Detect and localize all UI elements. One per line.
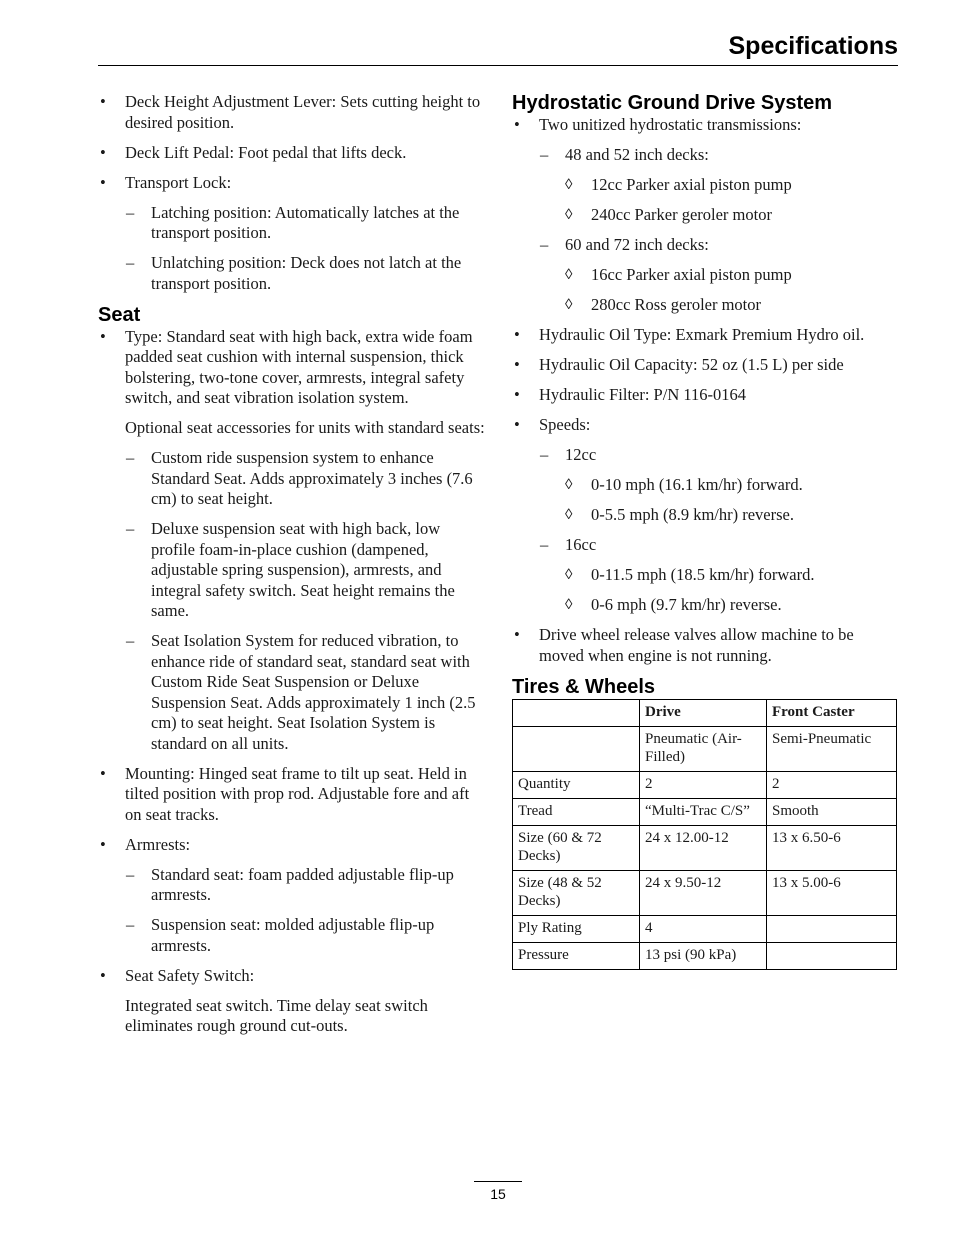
list-item: [98, 835, 488, 856]
tires-table-body: [513, 726, 897, 969]
list-item: [512, 565, 900, 586]
bullet-marker: •: [514, 625, 520, 644]
table-header-cell: Front Caster: [767, 699, 897, 726]
table-cell: Size (48 & 52 Decks): [513, 870, 640, 915]
table-cell: [767, 942, 897, 969]
list-item: [512, 355, 900, 376]
dash-marker: –: [540, 235, 549, 254]
table-cell: “Multi-Trac C/S”: [640, 798, 767, 825]
list-item-text: 12cc: [565, 445, 597, 464]
list-item: [98, 996, 488, 1037]
table-cell: 13 psi (90 kPa): [640, 942, 767, 969]
table-cell: 13 x 5.00-6: [767, 870, 897, 915]
dash-marker: –: [126, 202, 135, 222]
list-item-text: Deluxe suspension seat with high back, low profile foam-in-place cushion (dampened, adjustable spring suspension), armrests, and integral safety switch. Seat height remains the same.: [151, 519, 455, 620]
list-item-text: 0-5.5 mph (8.9 km/hr) reverse.: [591, 505, 794, 524]
list-item: [98, 203, 488, 244]
hydrostatic-heading: Hydrostatic Ground Drive System: [512, 92, 833, 114]
list-item-text: Armrests:: [125, 834, 191, 854]
bullet-marker: •: [514, 325, 520, 344]
list-item-text: Standard seat: foam padded adjustable flip-up armrests.: [151, 864, 454, 904]
table-cell: Pneumatic (Air-Filled): [640, 726, 767, 771]
footer-divider: [474, 1181, 522, 1182]
list-item: [512, 625, 900, 666]
list-item-text: Hydraulic Filter: P/N 116-0164: [539, 385, 746, 404]
list-item: [512, 265, 900, 286]
diamond-marker: ◊: [565, 267, 573, 283]
list-item: [98, 253, 488, 294]
diamond-marker: ◊: [565, 297, 573, 313]
list-item-text: Hydraulic Oil Capacity: 52 oz (1.5 L) per side: [539, 355, 844, 374]
hydrostatic-list: [512, 115, 900, 666]
table-row: [513, 942, 897, 969]
page-title: Specifications: [728, 32, 898, 60]
table-cell: 13 x 6.50-6: [767, 825, 897, 870]
bullet-marker: •: [100, 172, 106, 192]
dash-marker: –: [126, 631, 135, 650]
table-cell: [513, 726, 640, 771]
list-item-text: Deck Height Adjustment Lever: Sets cutting height to desired position.: [125, 92, 481, 132]
table-cell: 2: [767, 771, 897, 798]
list-item: [98, 966, 488, 987]
dash-marker: –: [126, 519, 135, 538]
table-cell: Smooth: [767, 798, 897, 825]
list-item: [512, 595, 900, 616]
dash-marker: –: [540, 445, 549, 464]
right-column: [512, 92, 900, 970]
bullet-marker: •: [100, 142, 106, 162]
list-item-text: Custom ride suspension system to enhance Standard Seat. Adds approximately 3 inches (7.6 cm) to seat height.: [151, 448, 473, 508]
table-header-cell: Drive: [640, 699, 767, 726]
dash-marker: –: [540, 535, 549, 554]
list-item-text: Seat Safety Switch:: [125, 965, 255, 985]
list-item-text: Optional seat accessories for units with standard seats:: [125, 418, 485, 437]
list-item: [512, 235, 900, 256]
list-item: [98, 448, 488, 510]
diamond-marker: ◊: [565, 477, 573, 493]
list-item-text: 240cc Parker geroler motor: [591, 205, 772, 224]
list-item-text: 60 and 72 inch decks:: [565, 235, 709, 254]
list-item-text: 0-10 mph (16.1 km/hr) forward.: [591, 475, 803, 494]
list-item-text: Speeds:: [539, 415, 591, 434]
dash-marker: –: [126, 448, 135, 467]
bullet-marker: •: [100, 834, 106, 854]
table-row: [513, 825, 897, 870]
seat-list: [98, 327, 488, 1037]
list-item-text: Latching position: Automatically latches at the transport position.: [151, 202, 460, 242]
list-item: [98, 418, 488, 439]
list-item-text: Transport Lock:: [125, 172, 232, 192]
bullet-marker: •: [514, 355, 520, 374]
tires-table: [512, 699, 897, 970]
list-item-text: Unlatching position: Deck does not latch at the transport position.: [151, 253, 462, 293]
list-item: [512, 205, 900, 226]
diamond-marker: ◊: [565, 507, 573, 523]
tires-heading: Tires & Wheels: [512, 675, 656, 698]
list-item-text: 16cc Parker axial piston pump: [591, 265, 792, 284]
bullet-marker: •: [514, 385, 520, 404]
diamond-marker: ◊: [565, 597, 573, 613]
list-item-text: 0-11.5 mph (18.5 km/hr) forward.: [591, 565, 815, 584]
list-item: [98, 327, 488, 409]
list-item: [512, 535, 900, 556]
table-header-cell: [513, 699, 640, 726]
list-item: [98, 92, 488, 133]
bullet-marker: •: [100, 763, 106, 783]
header-divider: [98, 65, 898, 66]
list-item: [512, 295, 900, 316]
table-header-row: [513, 699, 897, 726]
bullet-marker: •: [514, 415, 520, 434]
list-item-text: 16cc: [565, 535, 597, 554]
list-item: [98, 519, 488, 622]
list-item: [512, 145, 900, 166]
table-row: [513, 798, 897, 825]
deck-list: [98, 92, 488, 294]
list-item-text: 12cc Parker axial piston pump: [591, 175, 792, 194]
list-item: [98, 173, 488, 194]
table-row: [513, 771, 897, 798]
diamond-marker: ◊: [565, 177, 573, 193]
left-column: [98, 92, 488, 1046]
dash-marker: –: [126, 864, 135, 884]
dash-marker: –: [126, 915, 135, 934]
table-cell: Semi-Pneumatic: [767, 726, 897, 771]
list-item-text: Suspension seat: molded adjustable flip-up armrests.: [151, 915, 435, 955]
table-cell: 24 x 12.00-12: [640, 825, 767, 870]
diamond-marker: ◊: [565, 567, 573, 583]
diamond-marker: ◊: [565, 207, 573, 223]
bullet-marker: •: [100, 965, 106, 985]
table-row: [513, 726, 897, 771]
list-item-text: 280cc Ross geroler motor: [591, 295, 762, 314]
list-item-text: 48 and 52 inch decks:: [565, 145, 709, 164]
list-item: [98, 915, 488, 956]
page-number: 15: [490, 1186, 506, 1202]
list-item-text: Hydraulic Oil Type: Exmark Premium Hydro oil.: [539, 325, 865, 344]
list-item: [512, 475, 900, 496]
table-cell: 4: [640, 915, 767, 942]
table-cell: [767, 915, 897, 942]
list-item: [98, 143, 488, 164]
table-row: [513, 870, 897, 915]
bullet-marker: •: [100, 326, 106, 346]
table-cell: Quantity: [513, 771, 640, 798]
table-cell: 2: [640, 771, 767, 798]
list-item: [512, 445, 900, 466]
list-item-text: Type: Standard seat with high back, extra wide foam padded seat cushion with internal suspension, thick bolstering, two-tone cover, armrests, integral safety switch, and seat vibration isolation system.: [125, 326, 473, 407]
list-item-text: Seat Isolation System for reduced vibration, to enhance ride of standard seat, standard seat with Custom Ride Seat Suspension or Deluxe Suspension Seat. Adds approximately 1 inch (2.5 cm) to seat height. Seat Isolation System is standard on all units.: [151, 631, 476, 753]
table-row: [513, 915, 897, 942]
list-item: [98, 764, 488, 826]
table-cell: Size (60 & 72 Decks): [513, 825, 640, 870]
list-item: [98, 865, 488, 906]
list-item: [512, 415, 900, 436]
table-cell: Ply Rating: [513, 915, 640, 942]
list-item-text: Mounting: Hinged seat frame to tilt up seat. Held in tilted position with prop rod. Adjustable fore and aft on seat tracks.: [125, 763, 470, 824]
dash-marker: –: [126, 253, 135, 272]
list-item-text: Two unitized hydrostatic transmissions:: [539, 115, 802, 134]
bullet-marker: •: [100, 92, 106, 111]
list-item: [512, 385, 900, 406]
table-cell: 24 x 9.50-12: [640, 870, 767, 915]
bullet-marker: •: [514, 115, 520, 134]
table-cell: Pressure: [513, 942, 640, 969]
list-item: [512, 175, 900, 196]
list-item-text: Deck Lift Pedal: Foot pedal that lifts deck.: [125, 142, 407, 162]
list-item-text: Drive wheel release valves allow machine to be moved when engine is not running.: [539, 625, 854, 665]
dash-marker: –: [540, 145, 549, 164]
seat-heading: Seat: [98, 303, 141, 326]
list-item: [512, 115, 900, 136]
tires-table-head: [513, 699, 897, 726]
list-item-text: Integrated seat switch. Time delay seat switch eliminates rough ground cut-outs.: [125, 995, 428, 1035]
list-item: [512, 505, 900, 526]
list-item: [98, 631, 488, 754]
table-cell: Tread: [513, 798, 640, 825]
list-item: [512, 325, 900, 346]
list-item-text: 0-6 mph (9.7 km/hr) reverse.: [591, 595, 782, 614]
